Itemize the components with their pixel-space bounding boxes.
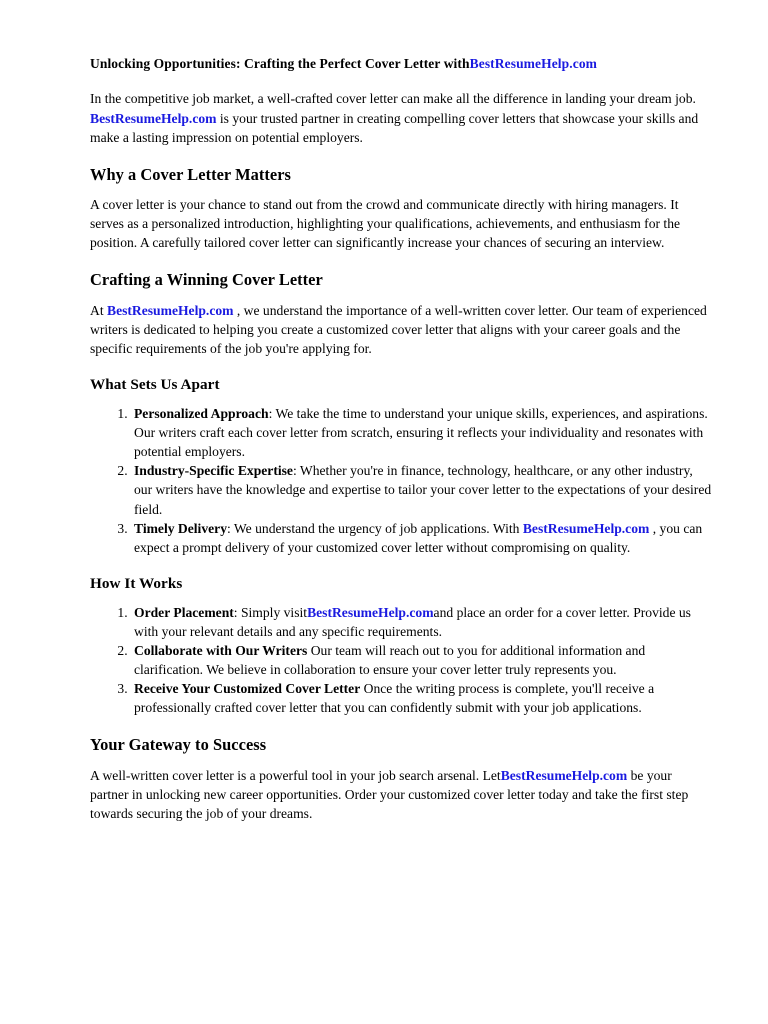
- crafting-text-part2: , we understand the importance of a well-written cover letter. Our team of experienced writers is dedicated to helping you create a customized cover letter that aligns with your career goals and the specific requirements of the job you're applying for.: [90, 303, 707, 357]
- list-what-sets-us-apart: [90, 404, 712, 556]
- list-item-title: Receive Your Customized Cover Letter: [134, 680, 361, 696]
- brand-link-crafting[interactable]: BestResumeHelp.com: [107, 303, 234, 319]
- list-item-text: : Whether you're in finance, technology, healthcare, or any other industry, our writers have the knowledge and expertise to tailor your cover letter to the expectations of your desired field.: [134, 463, 712, 517]
- list-item: [131, 679, 712, 717]
- list-item: [131, 641, 712, 679]
- list-item-title: Collaborate with Our Writers: [134, 642, 308, 658]
- list-item-title: Industry-Specific Expertise: [134, 463, 293, 479]
- list-item-text-part2: , you can expect a prompt delivery of your customized cover letter without compromising on quality.: [134, 520, 703, 555]
- document-body: [90, 56, 712, 823]
- intro-text-part1: In the competitive job market, a well-crafted cover letter can make all the difference in landing your dream job.: [90, 91, 696, 107]
- document-title: [90, 56, 712, 72]
- heading-how-it-works: How It Works: [90, 574, 183, 592]
- list-item-text: Once the writing process is complete, you'll receive a professionally crafted cover letter that you can confidently submit with your job applications.: [134, 680, 655, 715]
- document-title-text: Unlocking Opportunities: Crafting the Perfect Cover Letter with: [90, 56, 470, 71]
- list-item: [131, 519, 712, 557]
- brand-link-order-placement[interactable]: BestResumeHelp.com: [307, 604, 434, 620]
- heading-crafting-a-winning-cover-letter: Crafting a Winning Cover Letter: [90, 270, 323, 290]
- intro-paragraph: [90, 89, 712, 146]
- list-item-text: : We take the time to understand your unique skills, experiences, and aspirations. Our writers craft each cover letter from scratch, ensuring it reflects your individuality and resonates with potential employers.: [134, 406, 708, 460]
- list-item-text-part2: and place an order for a cover letter. Provide us with your relevant details and any specific requirements.: [134, 604, 691, 639]
- list-item: [131, 603, 712, 641]
- brand-link-intro[interactable]: BestResumeHelp.com: [90, 110, 217, 126]
- list-item-title: Personalized Approach: [134, 406, 269, 422]
- list-item-title: Order Placement: [134, 604, 234, 620]
- paragraph-why-a-cover-letter-matters: A cover letter is your chance to stand out from the crowd and communicate directly with hiring managers. It serves as a personalized introduction, highlighting your qualifications, achievements, and enthusiasm for the position. A carefully tailored cover letter can significantly increase your chances of securing an interview.: [90, 197, 681, 251]
- gateway-text-part2: be your partner in unlocking new career opportunities. Order your customized cover letter today and take the first step towards securing the job of your dreams.: [90, 767, 689, 821]
- brand-link-title[interactable]: BestResumeHelp.com: [469, 56, 598, 71]
- gateway-text-part1: A well-written cover letter is a powerful tool in your job search arsenal. Let: [90, 767, 501, 783]
- intro-text-part2: is your trusted partner in creating compelling cover letters that showcase your skills and make a lasting impression on potential employers.: [90, 110, 699, 145]
- list-item-text-part1: : We understand the urgency of job applications. With: [227, 520, 523, 536]
- heading-why-a-cover-letter-matters: Why a Cover Letter Matters: [90, 164, 291, 184]
- paragraph-your-gateway-to-success: [90, 766, 712, 823]
- list-item-text: Our team will reach out to you for additional information and clarification. We believe in collaboration to ensure your cover letter truly represents you.: [134, 642, 646, 677]
- list-item-title: Timely Delivery: [134, 520, 227, 536]
- heading-what-sets-us-apart: What Sets Us Apart: [90, 376, 220, 394]
- list-how-it-works: [90, 603, 712, 717]
- brand-link-timely-delivery[interactable]: BestResumeHelp.com: [522, 520, 650, 536]
- list-item: [131, 404, 712, 461]
- list-item: [131, 461, 712, 518]
- list-item-text-part1: : Simply visit: [233, 604, 308, 620]
- paragraph-crafting-a-winning-cover-letter: [90, 301, 712, 358]
- heading-your-gateway-to-success: Your Gateway to Success: [90, 735, 267, 755]
- brand-link-gateway[interactable]: BestResumeHelp.com: [500, 767, 628, 783]
- crafting-text-part1: At: [90, 303, 107, 319]
